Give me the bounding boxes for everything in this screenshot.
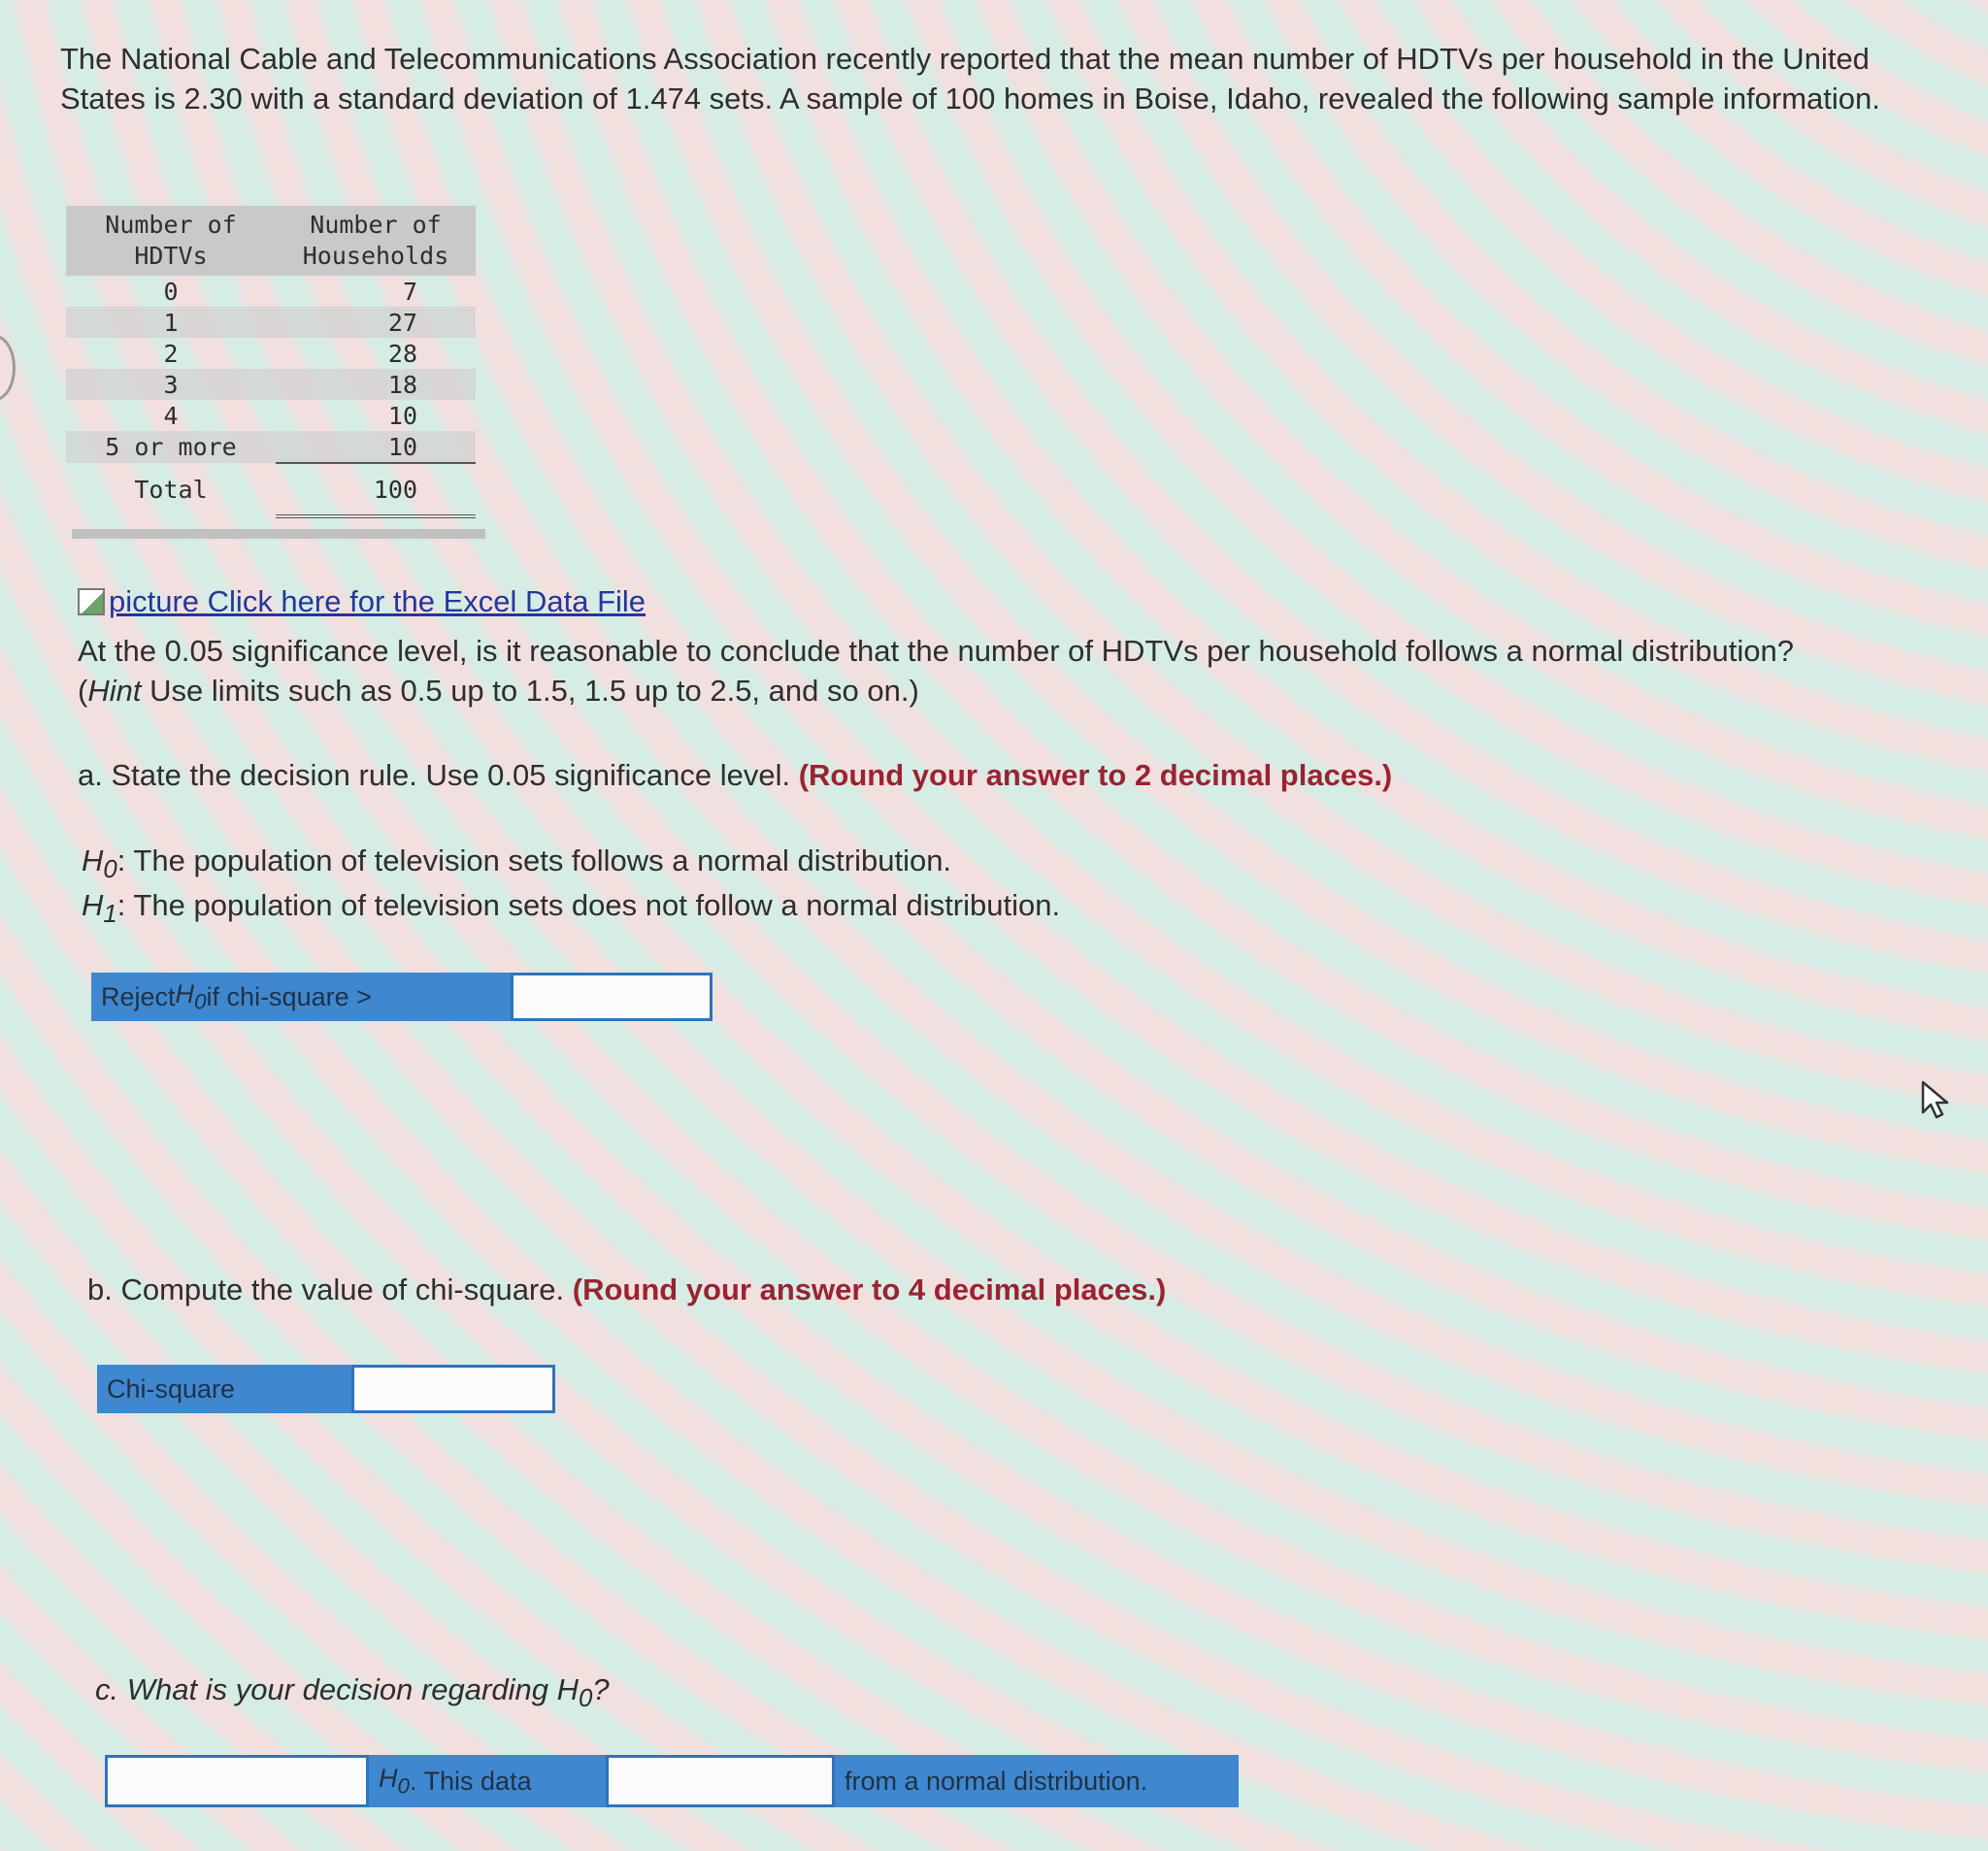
chi-square-input[interactable] <box>351 1365 555 1413</box>
problem-intro: The National Cable and Telecommunications Association recently reported that the mean number of HDTVs per household in the United States is 2.30 with a standard deviation of 1.474 sets. A sample of 100 homes in Boise, Idaho, revealed the following sample information. <box>60 42 1880 116</box>
chi-square-label: Chi-square <box>97 1365 351 1413</box>
hdtv-data-table <box>66 206 476 518</box>
table-row <box>66 369 476 400</box>
part-c-question: c. What is your decision regarding $H_0$? <box>95 1672 610 1713</box>
part-a-note: (Round your answer to 2 decimal places.) <box>798 758 1393 792</box>
table-row <box>66 338 476 369</box>
total-value: 100 <box>276 463 476 516</box>
decision-row <box>105 1755 1239 1807</box>
h0-symbol: $H_0$ <box>556 1672 593 1713</box>
part-b-text: b. Compute the value of chi-square. <box>87 1273 565 1306</box>
h0-symbol: $H_0$ <box>379 1763 411 1799</box>
table-row <box>66 276 476 307</box>
table-total-row <box>66 463 476 516</box>
main-question-text: At the 0.05 significance level, is it reasonable to conclude that the number of HDTVs per household follows a normal distribution? <box>78 634 1794 668</box>
null-hypothesis <box>82 841 951 890</box>
cell-households: 10 <box>276 431 476 463</box>
cell-hdtvs: 0 <box>163 277 179 306</box>
alternative-hypothesis <box>82 885 1060 935</box>
table-header-row <box>66 206 476 276</box>
mouse-pointer-icon <box>1920 1079 1953 1120</box>
cell-households: 18 <box>276 369 476 400</box>
critical-value-input[interactable] <box>511 973 712 1021</box>
edge-arc-decoration <box>0 335 16 401</box>
hint-text: (Hint Use limits such as 0.5 up to 1.5, 1.5 up to 2.5, and so on.) <box>78 674 919 708</box>
decision-end-label: from a normal distribution. <box>835 1755 1239 1807</box>
h0-symbol: $H_0$ <box>82 843 117 884</box>
data-conformity-select[interactable] <box>606 1755 835 1807</box>
decision-rule-row <box>91 973 712 1021</box>
main-question <box>78 631 1951 711</box>
part-a-question <box>78 755 1392 795</box>
cell-hdtvs: 5 or more <box>66 431 276 463</box>
cell-hdtvs: 2 <box>163 339 179 368</box>
cell-households: 27 <box>276 307 476 338</box>
cell-hdtvs: 1 <box>66 307 276 338</box>
table-row <box>66 431 476 463</box>
part-a-text: a. State the decision rule. Use 0.05 significance level. <box>78 758 791 792</box>
table-footer-bar <box>72 529 485 539</box>
broken-image-icon <box>78 588 105 615</box>
excel-link-text: picture Click here for the Excel Data File <box>109 584 646 618</box>
cell-hdtvs: 3 <box>66 369 276 400</box>
h1-text: : The population of television sets does not follow a normal distribution. <box>116 888 1061 922</box>
header-households: Number of Households <box>276 206 476 276</box>
total-label: Total <box>134 476 208 504</box>
h0-text: : The population of television sets follows a normal distribution. <box>116 843 952 877</box>
hint-label: Hint <box>87 674 142 708</box>
h1-symbol: $H_1$ <box>82 888 117 929</box>
decision-rule-label: Reject $H_0$ if chi-square > <box>91 973 511 1021</box>
cell-households: 7 <box>402 277 417 306</box>
cell-households: 28 <box>387 339 417 368</box>
table-row <box>66 400 476 431</box>
part-c-text: c. What is your decision regarding <box>95 1672 557 1706</box>
header-hdtvs: Number of HDTVs <box>66 206 276 276</box>
h0-symbol: $H_0$ <box>175 978 207 1014</box>
excel-data-file-link[interactable] <box>78 584 646 619</box>
hint-body: Use limits such as 0.5 up to 1.5, 1.5 up to 2.5, and so on.) <box>141 674 919 708</box>
part-b-note: (Round your answer to 4 decimal places.) <box>572 1273 1167 1306</box>
table-row <box>66 307 476 338</box>
cell-hdtvs: 4 <box>163 401 179 430</box>
part-b-question <box>87 1270 1166 1309</box>
cell-households: 10 <box>387 401 417 430</box>
decision-mid-label: $H_0$ . This data <box>369 1755 606 1807</box>
chi-square-row <box>97 1365 555 1413</box>
decision-select[interactable] <box>105 1755 369 1807</box>
